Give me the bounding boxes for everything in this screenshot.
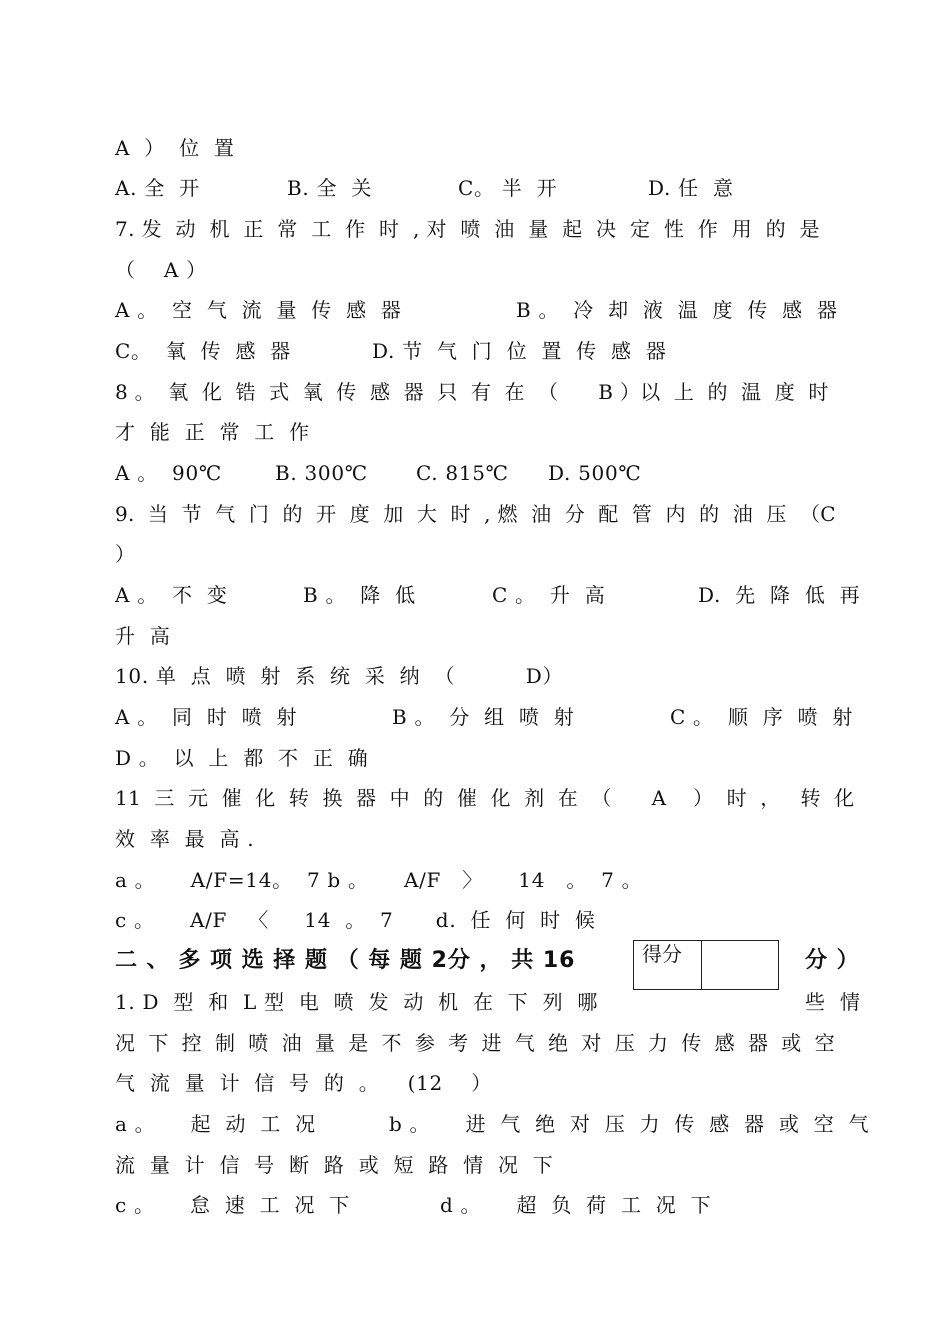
option-d: D. 任 意 [648, 176, 734, 200]
option-c: c 。 怠 速 工 况 下 [115, 1193, 350, 1217]
multi-question-1-cont2: 气 流 量 计 信 号 的 。 (12 ） [115, 1071, 492, 1095]
option-b: B 。 降 低 [303, 583, 416, 607]
option-a: A 。 同 时 喷 射 [115, 705, 298, 729]
option-b: B 。 分 组 喷 射 [392, 705, 575, 729]
option-d: D. 节 气 门 位 置 传 感 器 [372, 339, 667, 363]
section-2-heading: 二 、 多 项 选 择 题 （ 每 题 2分 ， 共 16 [115, 948, 576, 973]
question-10: 10. 单 点 喷 射 系 统 采 纳 （ D） [115, 664, 564, 688]
multi-question-1-end: 些 情 [805, 990, 861, 1014]
question-7-answer: （ A ） [115, 258, 207, 282]
score-value-field[interactable] [702, 941, 778, 989]
option-a: a 。 起 动 工 况 [115, 1112, 316, 1136]
question-11-options-row1: a 。 A/F=14。 7 b 。 A/F 〉 14 。 7 。 [115, 868, 643, 892]
option-a: A 。 不 变 [115, 583, 228, 607]
score-box [633, 940, 779, 990]
section-2-heading-end: 分 ） [805, 948, 860, 973]
question-9: 9. 当 节 气 门 的 开 度 加 大 时 , 燃 油 分 配 管 内 的 油 压 （C [115, 502, 836, 526]
question-8: 8 。 氧 化 锆 式 氧 传 感 器 只 有 在 （ B ）以 上 的 温 度 时 [115, 380, 829, 404]
multi-question-1: 1. D 型 和 L 型 电 喷 发 动 机 在 下 列 哪 [115, 990, 599, 1014]
score-label: 得分 [634, 941, 702, 989]
question-9-option-d-cont: 升 高 [115, 624, 171, 648]
option-a: A 。 空 气 流 量 传 感 器 [115, 298, 402, 322]
option-c: C 。 顺 序 喷 射 [670, 705, 854, 729]
question-11-cont: 效 率 最 高 . [115, 827, 255, 851]
question-7: 7. 发 动 机 正 常 工 作 时 , 对 喷 油 量 起 决 定 性 作 用 的 是 [115, 217, 820, 241]
question-6-tail: A ） 位 置 [115, 136, 235, 160]
option-b: B 。 冷 却 液 温 度 传 感 器 [516, 298, 838, 322]
option-d: D 。 以 上 都 不 正 确 [115, 746, 369, 770]
question-8-cont: 才 能 正 常 工 作 [115, 420, 310, 444]
option-a: A 。 90℃ [115, 461, 222, 485]
question-9-cont: ） [115, 542, 136, 566]
option-b: b 。 进 气 绝 对 压 力 传 感 器 或 空 气 [389, 1112, 870, 1136]
option-c: C. 815℃ [416, 461, 509, 485]
option-b: B. 全 关 [287, 176, 373, 200]
option-d: d 。 超 负 荷 工 况 下 [440, 1193, 712, 1217]
option-c: C。 半 开 [458, 176, 558, 200]
option-a: A. 全 开 [115, 176, 200, 200]
question-11: 11 三 元 催 化 转 换 器 中 的 催 化 剂 在 （ A ） 时 ， 转 化 [115, 786, 855, 810]
option-d: D. 500℃ [548, 461, 642, 485]
multi-question-1-cont: 况 下 控 制 喷 油 量 是 不 参 考 进 气 绝 对 压 力 传 感 器 或 空 [115, 1031, 835, 1055]
option-d: D. 先 降 低 再 [698, 583, 861, 607]
option-b: B. 300℃ [275, 461, 368, 485]
question-11-options-row2: c 。 A/F 〈 14 。 7 d. 任 何 时 候 [115, 908, 596, 932]
option-c: C 。 升 高 [492, 583, 606, 607]
option-b-cont: 流 量 计 信 号 断 路 或 短 路 情 况 下 [115, 1153, 554, 1177]
option-c: C。 氧 传 感 器 [115, 339, 291, 363]
